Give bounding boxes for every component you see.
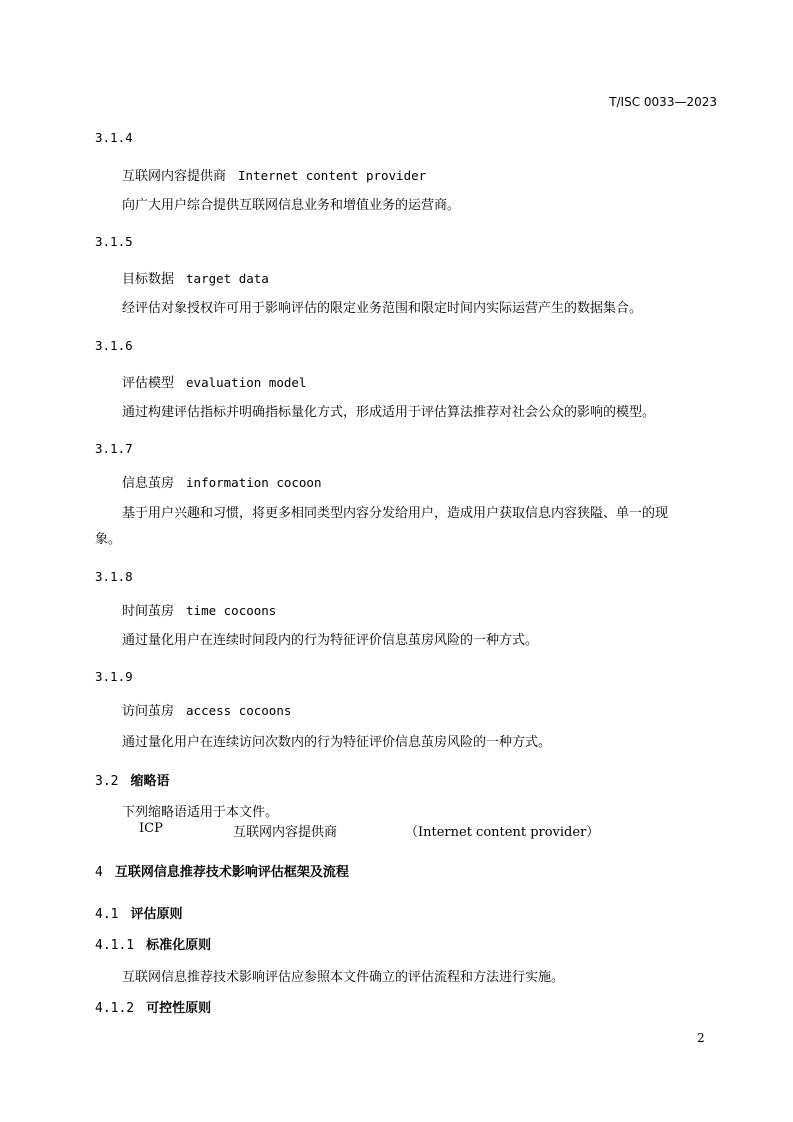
term-english: evaluation model [186,375,307,390]
term-definition: 向广大用户综合提供互联网信息业务和增值业务的运营商。 [122,198,461,213]
term-english: information cocoon [186,475,322,490]
term-heading [122,700,291,719]
section-body: 互联网信息推荐技术影响评估应参照本文件确立的评估流程和方法进行实施。 [122,970,565,985]
section-number: 3.2 [95,774,119,789]
abbreviation-intro: 下列缩略语适用于本文件。 [122,805,279,820]
term-heading [122,372,306,391]
section-heading-4 [95,861,349,880]
term-definition-continued: 象。 [95,532,122,547]
term-chinese: 评估模型 [122,376,175,391]
term-english: time cocoons [186,603,277,618]
term-english: target data [186,271,269,286]
term-english: Internet content provider [238,168,427,183]
term-number: 3.1.7 [95,441,133,456]
document-id-header: T/ISC 0033—2023 [609,95,717,109]
term-number: 3.1.6 [95,338,133,353]
section-heading-4-1-2 [95,997,211,1016]
page-number: 2 [697,1031,705,1045]
section-number: 4 [95,865,103,880]
term-chinese: 时间茧房 [122,604,175,619]
section-number: 4.1 [95,907,119,922]
abbreviation-english: （Internet content provider） [405,825,600,840]
term-chinese: 互联网内容提供商 [122,169,227,184]
term-definition: 经评估对象授权许可用于影响评估的限定业务范围和限定时间内实际运营产生的数据集合。 [122,301,643,316]
term-heading [122,268,269,287]
abbreviation-chinese: 互联网内容提供商 [233,825,338,840]
term-english: access cocoons [186,703,292,718]
term-heading [122,165,426,184]
term-definition: 通过量化用户在连续时间段内的行为特征评价信息茧房风险的一种方式。 [122,633,539,648]
term-number: 3.1.4 [95,130,133,145]
section-title: 评估原则 [130,907,183,922]
term-heading [122,472,321,491]
section-title: 缩略语 [130,774,170,789]
term-number: 3.1.9 [95,669,133,684]
term-number: 3.1.8 [95,569,133,584]
section-title: 可控性原则 [146,1001,212,1016]
section-number: 4.1.2 [95,1001,135,1016]
section-heading-4-1 [95,903,183,922]
term-number: 3.1.5 [95,234,133,249]
term-heading [122,600,276,619]
section-heading-3-2 [95,770,170,789]
abbreviation-row [0,821,793,841]
section-title: 互联网信息推荐技术影响评估框架及流程 [114,865,349,880]
section-heading-4-1-1 [95,934,211,953]
term-definition: 通过构建评估指标并明确指标量化方式，形成适用于评估算法推荐对社会公众的影响的模型。 [122,405,656,420]
section-title: 标准化原则 [146,938,212,953]
term-chinese: 信息茧房 [122,476,175,491]
term-chinese: 目标数据 [122,272,175,287]
abbreviation-code: ICP [139,821,163,836]
term-definition: 基于用户兴趣和习惯，将更多相同类型内容分发给用户，造成用户获取信息内容狭隘、单一的现 [122,506,669,521]
section-number: 4.1.1 [95,938,135,953]
term-chinese: 访问茧房 [122,704,175,719]
term-definition: 通过量化用户在连续访问次数内的行为特征评价信息茧房风险的一种方式。 [122,735,552,750]
